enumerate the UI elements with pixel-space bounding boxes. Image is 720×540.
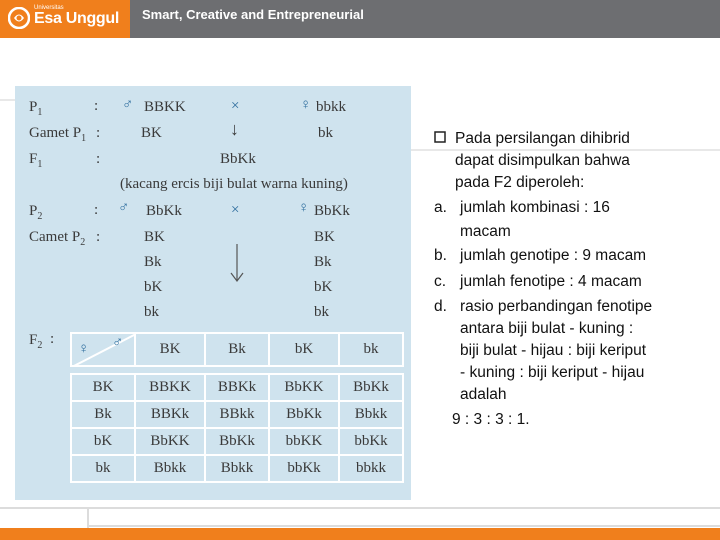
punnett-cell: bbkk	[339, 455, 403, 482]
f1-description: (kacang ercis biji bulat warna kuning)	[120, 176, 348, 192]
p2-female-genotype: BbKk	[314, 203, 350, 219]
gamet-p1-male: BK	[141, 125, 162, 141]
header-bar	[0, 0, 720, 38]
female-symbol-icon: ♀	[78, 341, 90, 357]
punnett-cell: bbKK	[269, 428, 339, 455]
male-symbol-icon: ♂	[118, 200, 130, 216]
logo-subtitle: Universitas	[34, 5, 64, 11]
item-d-text: adalah	[460, 386, 507, 403]
punnett-cell: BbKK	[269, 374, 339, 401]
punnett-cell: Bbkk	[205, 455, 269, 482]
punnett-row-header: Bk	[71, 401, 135, 428]
gamet-p2-right: BK	[314, 229, 335, 245]
punnett-cell: BBKK	[135, 374, 205, 401]
gamet-p2-right: bK	[314, 279, 333, 295]
gamet-p2-left: bK	[144, 279, 163, 295]
gamet-p2-left: Bk	[144, 254, 162, 270]
item-c-text: jumlah fenotipe : 4 macam	[460, 273, 642, 290]
punnett-header-row	[71, 333, 403, 366]
punnett-col-header: Bk	[205, 333, 269, 366]
gamet-p2-label: Camet $P_2$	[29, 229, 86, 248]
item-d-text: antara biji bulat - kuning :	[460, 320, 634, 337]
male-symbol-icon: ♂	[122, 97, 134, 113]
p2-male-genotype: BbKk	[146, 203, 182, 219]
item-d-text: - kuning : biji keriput - hijau	[460, 364, 645, 381]
gamet-p2-left: bk	[144, 304, 159, 320]
punnett-cell: BBKk	[205, 374, 269, 401]
p1-label: $P_1$	[29, 99, 43, 118]
punnett-cell: Bbkk	[135, 455, 205, 482]
item-d-text: biji bulat - hijau : biji keriput	[460, 342, 647, 359]
punnett-cell: BBKk	[135, 401, 205, 428]
punnett-cell: BbKk	[205, 428, 269, 455]
logo	[0, 0, 130, 38]
bullet-icon	[434, 131, 446, 146]
f2-colon: :	[50, 331, 55, 347]
punnett-row-header: bk	[71, 455, 135, 482]
item-a-text: macam	[460, 223, 511, 240]
checkbox-bullet-icon	[434, 131, 446, 143]
female-symbol-icon: ♀	[300, 97, 312, 113]
item-a-marker: a.	[434, 199, 447, 216]
punnett-row	[71, 455, 403, 482]
summary-intro-line: Pada persilangan dihibrid	[455, 130, 630, 147]
f2-label: $F_2$	[29, 332, 43, 351]
university-logo-icon	[8, 7, 30, 29]
arrow-down-icon: ↓	[230, 119, 239, 139]
male-symbol-icon: ♂	[112, 335, 124, 351]
summary-intro-line: pada F2 diperoleh:	[455, 174, 585, 191]
punnett-row	[71, 401, 403, 428]
punnett-cell: BbKK	[135, 428, 205, 455]
punnett-row	[71, 374, 403, 401]
punnett-col-header: bk	[339, 333, 403, 366]
logo-text: Esa Unggul	[34, 10, 120, 27]
f1-genotype: BbKk	[220, 151, 256, 167]
punnett-cell: BbKk	[339, 374, 403, 401]
p2-label: $P_2$	[29, 203, 43, 222]
gamet-p2-right: Bk	[314, 254, 332, 270]
punnett-col-header: BK	[135, 333, 205, 366]
punnett-square	[70, 332, 404, 483]
p2-colon: :	[94, 202, 99, 218]
gamet-p1-label: Gamet $P_1$	[29, 125, 87, 144]
punnett-cell: bbKk	[339, 428, 403, 455]
punnett-corner	[71, 333, 135, 366]
tagline: Smart, Creative and Entrepreneurial	[142, 7, 364, 22]
p1-female-genotype: bbkk	[316, 99, 346, 115]
gamet-p2-right: bk	[314, 304, 329, 320]
item-d-marker: d.	[434, 298, 447, 315]
item-d-text: rasio perbandingan fenotipe	[460, 298, 653, 315]
item-b-marker: b.	[434, 247, 447, 264]
punnett-gap	[71, 366, 403, 374]
punnett-col-header: bK	[269, 333, 339, 366]
punnett-row-header: BK	[71, 374, 135, 401]
punnett-row-header: bK	[71, 428, 135, 455]
f1-label: $F_1$	[29, 151, 43, 170]
gamet-p1-female: bk	[318, 125, 333, 141]
item-b-text: jumlah genotipe : 9 macam	[460, 247, 647, 264]
punnett-cell: BBkk	[205, 401, 269, 428]
cross-times-icon: ×	[231, 202, 240, 218]
item-c-marker: c.	[434, 273, 447, 290]
gamet-p2-colon: :	[96, 229, 101, 245]
punnett-cell: BbKk	[269, 401, 339, 428]
punnett-cell: Bbkk	[339, 401, 403, 428]
punnett-cell: bbKk	[269, 455, 339, 482]
phenotype-ratio: 9 : 3 : 3 : 1.	[452, 411, 530, 428]
p1-colon: :	[94, 98, 99, 114]
punnett-row	[71, 428, 403, 455]
summary-intro-line: dapat disimpulkan bahwa	[455, 152, 630, 169]
item-a-text: jumlah kombinasi : 16	[460, 199, 610, 216]
gamet-p2-left: BK	[144, 229, 165, 245]
f1-colon: :	[96, 151, 101, 167]
gamet-p1-colon: :	[96, 125, 101, 141]
female-symbol-icon: ♀	[298, 200, 310, 216]
footer-bar	[0, 528, 720, 540]
arrow-down-icon	[230, 244, 244, 284]
p1-male-genotype: BBKK	[144, 99, 186, 115]
cross-times-icon: ×	[231, 98, 240, 114]
